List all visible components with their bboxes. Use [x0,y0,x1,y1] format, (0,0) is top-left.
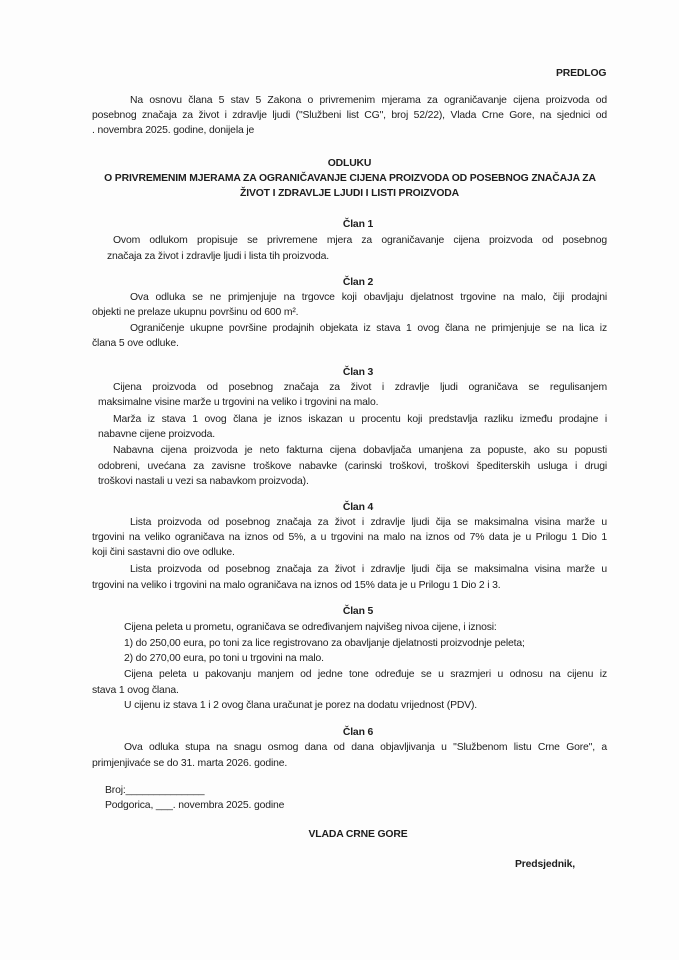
signatory-title: Predsjednik, [515,859,575,870]
article-text-line: Ovom odlukom propisuje se privremene mjera za ograničavanje cijena proizvoda od posebnog [113,235,607,246]
number-field: Broj:______________ [105,785,205,796]
article-text-line: stava 1 ovog člana. [92,685,179,696]
article-text-line: Cijena peleta u pakovanju manjem od jedne tone određuje se u srazmjeri u odnosu na cijenu iz [124,669,607,680]
article-text-line: značaja za život i zdravlje ljudi i lista tih proizvoda. [107,251,330,262]
article-heading: Član 4 [342,502,374,513]
government-name: VLADA CRNE GORE [308,829,408,840]
preamble-line: posebnog značaja za život i zdravlje ljudi ("Službeni list CG", broj 52/22), Vlada Crne Gore, na sjednici od [92,110,607,121]
article-text-line: 1) do 250,00 eura, po toni za lice registrovano za obavljanje djelatnosti proizvodnje peleta; [124,638,525,649]
draft-label: PREDLOG [556,68,607,79]
article-text-line: člana 5 ove odluke. [92,338,179,349]
article-text-line: odobreni, uvećana za zavisne troškove nabavke (carinski troškovi, troškovi špediterskih usluga i drugi [98,461,607,472]
article-text-line: maksimalne visine marže u trgovini na veliko i trgovini na malo. [98,397,379,408]
article-text-line: Ograničenje ukupne površine prodajnih objekata iz stava 1 ovog člana ne primjenjuje se na lica iz [130,323,607,334]
decision-subtitle: O PRIVREMENIM MJERAMA ZA OGRANIČAVANJE CIJENA PROIZVODA OD POSEBNOG ZNAČAJA ZA [104,173,596,184]
article-text-line: trgovini na veliko i trgovini na malo ograničava na iznos od 15% data je u Prilogu 1 Dio 2 i 3. [92,580,501,591]
article-text-line: objekti ne prelaze ukupnu površinu od 600 m². [92,307,299,318]
article-text-line: primjenjivaće se do 31. marta 2026. godine. [92,758,288,769]
preamble-line: . novembra 2025. godine, donijela je [92,125,255,136]
article-heading: Član 3 [342,367,374,378]
article-heading: Član 6 [342,727,374,738]
article-text-line: 2) do 270,00 eura, po toni u trgovini na malo. [124,653,324,664]
article-heading: Član 5 [342,606,374,617]
article-text-line: trgovini na veliko ograničava na iznos od 5%, a u trgovini na malo na iznos od 7% data je u Prilogu 1 Dio 1 [92,532,607,543]
article-heading: Član 2 [342,277,374,288]
preamble-line: Na osnovu člana 5 stav 5 Zakona o privremenim mjerama za ograničavanje cijena proizvoda od [130,95,607,106]
decision-title: ODLUKU [327,158,372,169]
article-text-line: Lista proizvoda od posebnog značaja za život i zdravlje ljudi čija se maksimalna visina marže u [130,564,607,575]
article-text-line: koji čini sastavni dio ove odluke. [92,547,235,558]
article-text-line: Cijena peleta u prometu, ograničava se određivanjem najvišeg nivoa cijene, i iznosi: [124,622,497,633]
article-text-line: Lista proizvoda od posebnog značaja za život i zdravlje ljudi čija se maksimalna visina marže u [130,517,607,528]
article-text-line: Cijena proizvoda od posebnog značaja za život i zdravlje ljudi ograničava se regulisanjem [113,382,607,393]
article-text-line: Ova odluka stupa na snagu osmog dana od dana objavljivanja u "Službenom listu Crne Gore", a [124,742,607,753]
article-text-line: Marža iz stava 1 ovog člana je iznos iskazan u procentu koji predstavlja razliku između prodajne i [113,414,607,425]
article-text-line: Ova odluka se ne primjenjuje na trgovce koji obavljaju djelatnost trgovine na malo, čiji prodajni [130,292,607,303]
article-text-line: Nabavna cijena proizvoda je neto fakturna cijena dobavljača umanjena za popuste, ako su popusti [113,445,607,456]
article-text-line: troškovi nastali u vezi sa nabavkom proizvoda). [98,476,309,487]
decision-subtitle: ŽIVOT I ZDRAVLJE LJUDI I LISTI PROIZVODA [240,188,459,199]
article-text-line: nabavne cijene proizvoda. [98,429,215,440]
article-text-line: U cijenu iz stava 1 i 2 ovog člana uračunat je porez na dodatu vrijednost (PDV). [124,700,478,711]
place-date: Podgorica, ___. novembra 2025. godine [105,800,285,811]
article-heading: Član 1 [342,219,374,230]
